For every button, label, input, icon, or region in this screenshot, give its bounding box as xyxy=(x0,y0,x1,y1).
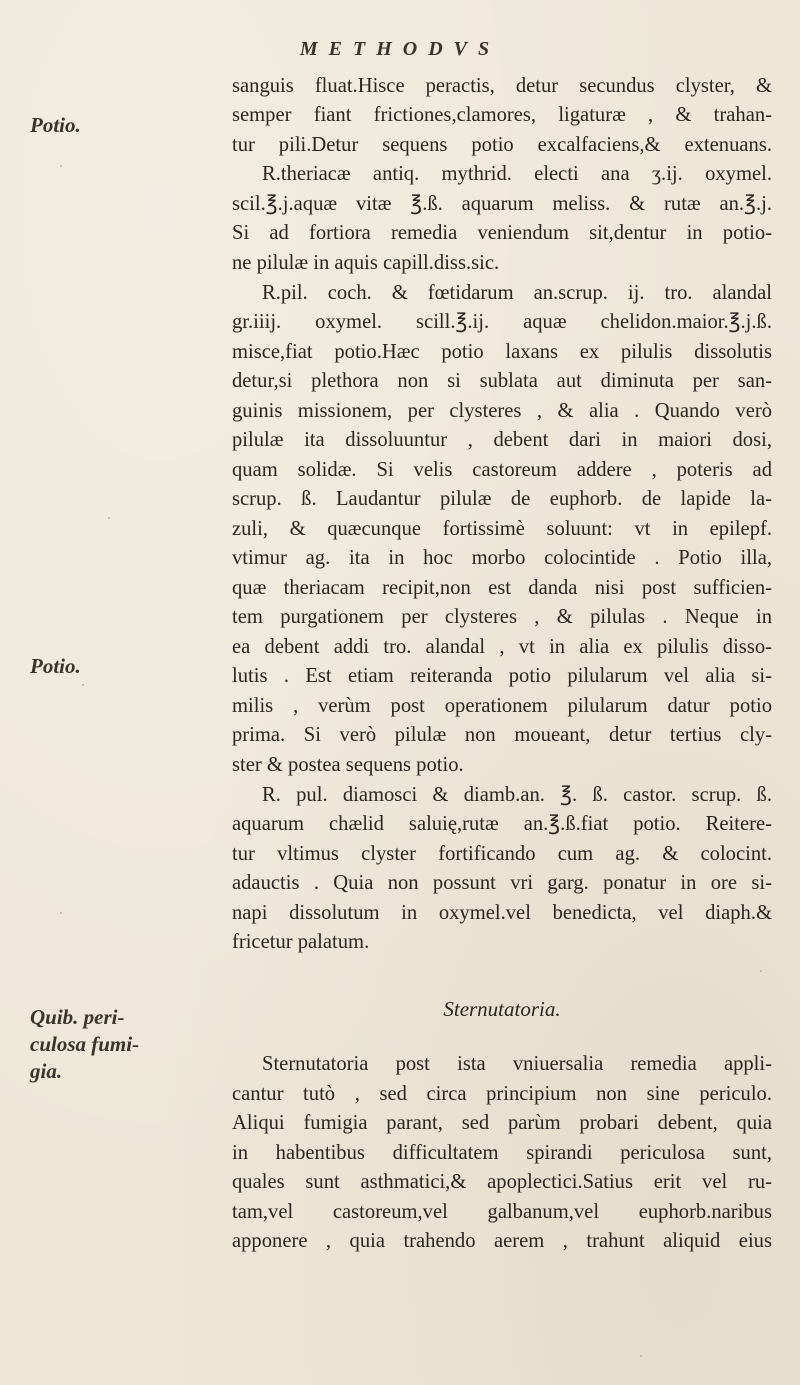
body-line: guinis missionem, per clysteres , & alia . Quando verò xyxy=(232,400,772,422)
paper-speck xyxy=(640,1355,642,1357)
body-line: adauctis . Quia non possunt vri garg. ponatur in ore si- xyxy=(232,872,772,894)
margin-note-culosa-fumi: culosa fumi- xyxy=(30,1032,140,1056)
body-line: napi dissolutum in oxymel.vel benedicta, vel diaph.& xyxy=(232,902,772,924)
body-line: tur pili.Detur sequens potio excalfaciens,& extenuans. xyxy=(232,134,772,156)
body-line: zuli, & quæcunque fortissimè soluunt: vt in epilepf. xyxy=(232,518,772,540)
body-line: tem purgationem per clysteres , & pilulas . Neque in xyxy=(232,606,772,628)
body-line: tur vltimus clyster fortificando cum ag. & colocint. xyxy=(232,843,772,865)
margin-note-gia: gia. xyxy=(30,1059,63,1083)
body-line: R.theriacæ antiq. mythrid. electi ana ʒ.ij. oxymel. xyxy=(262,163,772,185)
body-line: milis , verùm post operationem pilularum datur potio xyxy=(232,695,772,717)
body-line: R. pul. diamosci & diamb.an. ℥. ß. castor. scrup. ß. xyxy=(262,784,772,806)
body-line: lutis . Est etiam reiteranda potio pilularum vel alia si- xyxy=(232,665,772,687)
body-line: vtimur ag. ita in hoc morbo colocintide . Potio illa, xyxy=(232,547,772,569)
body-line: quam solidæ. Si velis castoreum addere , poteris ad xyxy=(232,459,772,481)
section-line: tam,vel castoreum,vel galbanum,vel euphorb.naribus xyxy=(232,1201,772,1223)
paper-speck xyxy=(108,517,110,519)
section-line: in habentibus difficultatem spirandi periculosa sunt, xyxy=(232,1142,772,1164)
margin-note-quib-peri: Quib. peri- xyxy=(30,1005,125,1029)
body-line: scil.℥.j.aquæ vitæ ℥.ß. aquarum meliss. & rutæ an.℥.j. xyxy=(232,193,772,215)
body-line: misce,fiat potio.Hæc potio laxans ex pilulis dissolutis xyxy=(232,341,772,363)
paper-speck xyxy=(760,970,762,972)
body-line: ne pilulæ in aquis capill.diss.sic. xyxy=(232,252,500,274)
section-line: Aliqui fumigia parant, sed parùm probari debent, quia xyxy=(232,1112,772,1134)
body-line: R.pil. coch. & fœtidarum an.scrup. ij. tro. alandal xyxy=(262,282,772,304)
body-line: scrup. ß. Laudantur pilulæ de euphorb. de lapide la- xyxy=(232,488,772,510)
body-line: pilulæ ita dissoluuntur , debent dari in maiori dosi, xyxy=(232,429,772,451)
body-line: detur,si plethora non si sublata aut diminuta per san- xyxy=(232,370,772,392)
paper-speck xyxy=(60,165,62,167)
margin-note-potio: Potio. xyxy=(30,113,81,137)
section-line: cantur tutò , sed circa principium non sine periculo. xyxy=(232,1083,772,1105)
body-line: fricetur palatum. xyxy=(232,931,370,953)
body-line: prima. Si verò pilulæ non moueant, detur tertius cly- xyxy=(232,724,772,746)
body-line: sanguis fluat.Hisce peractis, detur secundus clyster, & xyxy=(232,75,772,97)
section-line: quales sunt asthmatici,& apoplectici.Satius erit vel ru- xyxy=(232,1171,772,1193)
body-line: ster & postea sequens potio. xyxy=(232,754,464,776)
running-head: METHODVS xyxy=(299,38,501,60)
section-line: apponere , quia trahendo aerem , trahunt aliquid eius xyxy=(232,1230,772,1252)
section-title: Sternutatoria. xyxy=(443,997,561,1021)
body-line: Si ad fortiora remedia veniendum sit,dentur in potio- xyxy=(232,222,772,244)
body-line: aquarum chælid saluię,rutæ an.℥.ß.fiat potio. Reitere- xyxy=(232,813,772,835)
margin-note-potio: Potio. xyxy=(30,654,81,678)
body-line: gr.iiij. oxymel. scill.℥.ij. aquæ chelidon.maior.℥.j.ß. xyxy=(232,311,772,333)
body-line: semper fiant frictiones,clamores, ligaturæ , & trahan- xyxy=(232,104,772,126)
body-line: quæ theriacam recipit,non est danda nisi post sufficien- xyxy=(232,577,772,599)
section-line: Sternutatoria post ista vniuersalia remedia appli- xyxy=(262,1053,772,1075)
paper-speck xyxy=(60,912,62,914)
paper-speck xyxy=(82,684,84,686)
body-line: ea debent addi tro. alandal , vt in alia ex pilulis disso- xyxy=(232,636,772,658)
